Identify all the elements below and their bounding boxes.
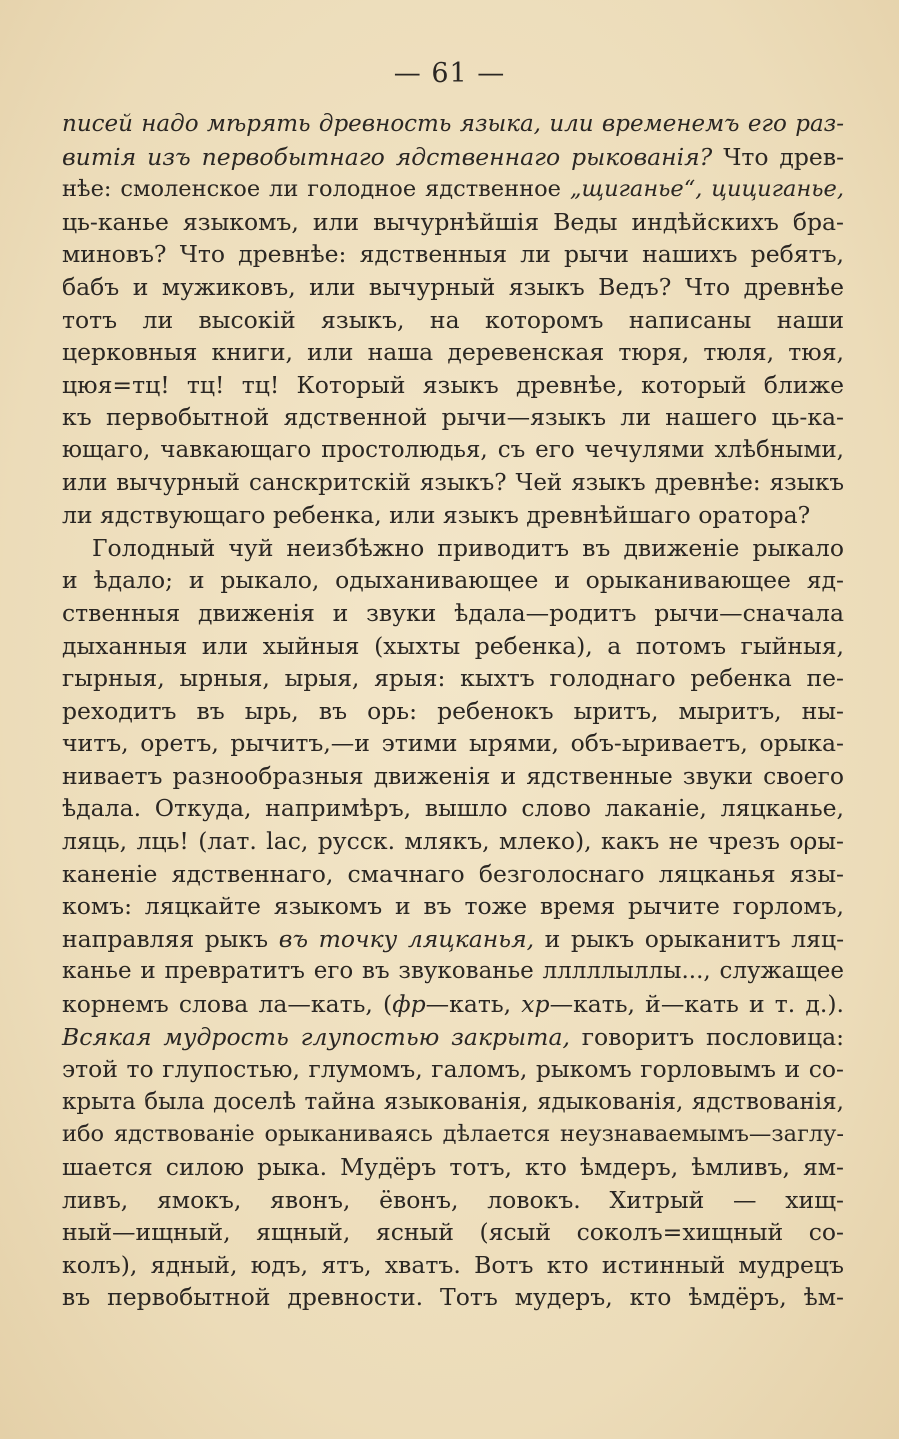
text-span: церковныя книги, или наша деревенская тюря, тюля, тюя, xyxy=(62,338,844,367)
text-span: —кать, й—кать и т. д.). xyxy=(549,990,845,1019)
body-text xyxy=(62,108,844,1314)
italic-text: „щиганье“, цициганье, xyxy=(569,176,844,203)
text-line xyxy=(62,630,844,663)
text-line xyxy=(62,206,844,239)
text-span: дыханныя или хыйныя (хыхты ребенка), а потомъ гыйныя, xyxy=(62,631,844,660)
text-line xyxy=(62,336,844,369)
text-span: ѣдала. Откуда, напримѣръ, вышло слово лаканіе, ляцканье, xyxy=(62,794,844,823)
italic-text: писей надо мѣрять древность языка, или временемъ его раз- xyxy=(62,111,844,137)
text-line xyxy=(62,271,844,304)
italic-text: Всякая мудрость глупостью закрыта, xyxy=(62,1022,570,1051)
text-line xyxy=(62,662,844,695)
text-span: комъ: ляцкайте языкомъ и въ тоже время рычите горломъ, xyxy=(62,892,844,921)
text-line xyxy=(62,401,844,434)
text-span: гырныя, ырныя, ырыя, ярыя: кыхтъ голоднаго ребенка пе- xyxy=(62,664,844,693)
italic-text: въ точку ляцканья, xyxy=(278,924,535,953)
text-line xyxy=(62,1184,844,1217)
text-line xyxy=(62,1151,844,1184)
text-span: —кать, xyxy=(425,990,522,1019)
text-span: ниваетъ разнообразныя движенія и ядственные звуки своего xyxy=(62,761,844,790)
text-span: ственныя движенія и звуки ѣдала—родитъ рычи—сначала xyxy=(62,598,844,627)
text-span: ибо ядствованіе орыканиваясь дѣлается неузнаваемымъ—заглу- xyxy=(62,1121,844,1148)
text-line xyxy=(62,1249,844,1282)
text-line xyxy=(62,825,844,858)
text-span: Что древ- xyxy=(712,142,845,171)
italic-text: витія изъ первобытнаго ядственнаго рыкованія? xyxy=(62,142,713,171)
text-line xyxy=(62,499,844,532)
text-line xyxy=(62,532,844,565)
text-line xyxy=(62,1086,844,1119)
text-span: этой то глупостью, глумомъ, галомъ, рыкомъ горловымъ и со- xyxy=(62,1055,844,1084)
text-span: цюя=тц! тц! тц! Который языкъ древнѣе, который ближе xyxy=(62,370,844,399)
text-span: канье и превратитъ его въ звукованье лллллыллы..., служащее xyxy=(62,958,844,985)
text-span: и рыкъ орыканитъ ляц- xyxy=(534,924,845,953)
text-span: или вычурный санскритскій языкъ? Чей языкъ древнѣе: языкъ xyxy=(62,469,844,496)
text-span: направляя рыкъ xyxy=(62,924,279,953)
text-line xyxy=(62,695,844,728)
text-span: къ первобытной ядственной рычи—языкъ ли нашего ць-ка- xyxy=(62,403,844,432)
text-span: каненіе ядственнаго, смачнаго безголоснаго ляцканья язы- xyxy=(62,859,844,888)
text-line xyxy=(62,141,844,174)
page-number: — 61 — xyxy=(393,58,506,89)
text-span: читъ, оретъ, рычитъ,—и этими ырями, объ-ыриваетъ, орыка- xyxy=(62,729,844,758)
text-line xyxy=(62,1053,844,1086)
text-span: ли ядствующаго ребенка, или языкъ древнѣйшаго оратора? xyxy=(62,501,811,530)
text-line xyxy=(62,1281,844,1314)
text-line xyxy=(62,564,844,597)
text-span: въ первобытной древности. Тотъ мудеръ, кто ѣмдёръ, ѣм- xyxy=(62,1283,844,1312)
text-line xyxy=(62,304,844,337)
text-span: миновъ? Что древнѣе: ядственныя ли рычи нашихъ ребятъ, xyxy=(62,240,844,269)
text-span: корнемъ слова ла—кать, ( xyxy=(62,990,393,1019)
text-span: ляць, лць! (лат. lac, русск. млякъ, млеко), какъ не чрезъ ορы- xyxy=(62,827,844,856)
text-span: крыта была доселѣ тайна языкованія, ядыкованія, ядствованія, xyxy=(62,1088,844,1115)
text-line xyxy=(62,792,844,825)
text-line xyxy=(62,1021,844,1054)
text-line xyxy=(62,858,844,891)
text-line xyxy=(62,1216,844,1249)
text-line xyxy=(62,890,844,923)
text-span: ць-канье языкомъ, или вычурнѣйшія Веды индѣйскихъ бра- xyxy=(62,207,844,236)
text-line xyxy=(62,238,844,271)
text-line xyxy=(62,988,844,1021)
text-line xyxy=(62,434,844,467)
text-span: колъ), ядный, юдъ, ятъ, хватъ. Вотъ кто истинный мудрецъ xyxy=(62,1250,844,1279)
text-span: Голодный чуй неизбѣжно приводитъ въ движеніе рыкало xyxy=(92,533,844,562)
text-span: тотъ ли высокій языкъ, на которомъ написаны наши xyxy=(62,305,844,334)
italic-text: фр xyxy=(392,990,426,1019)
text-line xyxy=(62,597,844,630)
text-line xyxy=(62,173,844,206)
text-span: ливъ, ямокъ, явонъ, ёвонъ, ловокъ. Хитрый — хищ- xyxy=(62,1185,844,1214)
text-line xyxy=(62,1118,844,1151)
text-line xyxy=(62,760,844,793)
text-span: бабъ и мужиковъ, или вычурный языкъ Ведъ? Что древнѣе xyxy=(62,272,844,301)
text-line xyxy=(62,955,844,988)
text-span: шается силою рыка. Мудёръ тотъ, кто ѣмдеръ, ѣмливъ, ям- xyxy=(62,1153,844,1181)
text-span: реходитъ въ ырь, въ орь: ребенокъ ыритъ, мыритъ, ны- xyxy=(62,696,844,725)
text-span: и ѣдало; и рыкало, одыханивающее и орыканивающее яд- xyxy=(62,566,844,595)
text-span: нѣе: смоленское ли голодное ядственное xyxy=(62,176,570,203)
text-span: говоритъ пословица: xyxy=(569,1022,844,1051)
text-line xyxy=(62,727,844,760)
text-line xyxy=(62,467,844,500)
text-line xyxy=(62,369,844,402)
text-line xyxy=(62,108,844,141)
italic-text: хр xyxy=(521,990,550,1019)
text-span: ющаго, чавкающаго простолюдья, съ его чечулями хлѣбными, xyxy=(62,436,844,463)
text-span: ный—ищный, ящный, ясный (ясый соколъ=хищный со- xyxy=(62,1218,844,1247)
text-line xyxy=(62,923,844,956)
